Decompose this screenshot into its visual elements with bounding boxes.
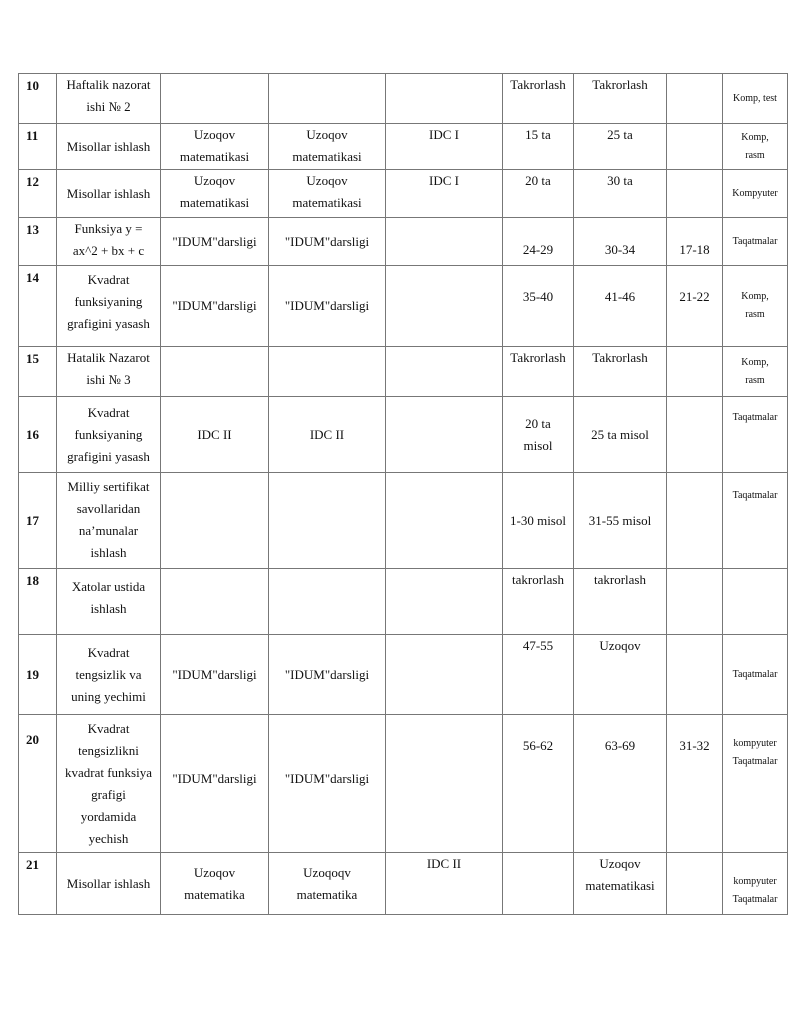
table-cell: "IDUM"darsligi: [269, 218, 386, 266]
resources-cell: kompyuter Taqatmalar: [723, 715, 788, 853]
table-cell: "IDUM"darsligi: [269, 266, 386, 347]
table-cell: 63-69: [574, 715, 667, 853]
table-cell: [503, 853, 574, 915]
row-number: 18: [19, 569, 57, 635]
table-cell: [161, 473, 269, 569]
table-cell: Uzoqov matematikasi: [161, 124, 269, 170]
table-cell: [667, 853, 723, 915]
table-cell: 20 ta misol: [503, 397, 574, 473]
resources-cell: Komp, test: [723, 74, 788, 124]
topic-cell: Misollar ishlash: [57, 170, 161, 218]
table-cell: [386, 397, 503, 473]
table-cell: "IDUM"darsligi: [161, 635, 269, 715]
row-number: 12: [19, 170, 57, 218]
table-cell: 17-18: [667, 218, 723, 266]
table-cell: IDC I: [386, 124, 503, 170]
table-cell: IDC II: [386, 853, 503, 915]
table-cell: [269, 347, 386, 397]
table-cell: [269, 473, 386, 569]
table-cell: "IDUM"darsligi: [161, 715, 269, 853]
topic-cell: Kvadrat funksiyaning grafigini yasash: [57, 397, 161, 473]
table-cell: Uzoqov matematikasi: [161, 170, 269, 218]
topic-cell: Misollar ishlash: [57, 853, 161, 915]
row-number: 19: [19, 635, 57, 715]
table-cell: [269, 74, 386, 124]
table-cell: Uzoqov matematikasi: [574, 853, 667, 915]
resources-cell: kompyuter Taqatmalar: [723, 853, 788, 915]
table-cell: 56-62: [503, 715, 574, 853]
topic-cell: Hatalik Nazarot ishi № 3: [57, 347, 161, 397]
table-cell: 24-29: [503, 218, 574, 266]
row-number: 14: [19, 266, 57, 347]
resources-cell: Taqatmalar: [723, 218, 788, 266]
resources-cell: Taqatmalar: [723, 635, 788, 715]
table-cell: IDC II: [161, 397, 269, 473]
table-cell: Uzoqoqv matematika: [269, 853, 386, 915]
table-row: [19, 635, 788, 715]
table-cell: [386, 218, 503, 266]
topic-cell: Kvadrat funksiyaning grafigini yasash: [57, 266, 161, 347]
topic-cell: Kvadrat tengsizlikni kvadrat funksiya grafigi yordamida yechish: [57, 715, 161, 853]
table-cell: [667, 473, 723, 569]
resources-cell: Komp, rasm: [723, 266, 788, 347]
table-cell: [386, 347, 503, 397]
topic-cell: Misollar ishlash: [57, 124, 161, 170]
row-number: 16: [19, 397, 57, 473]
table-cell: [161, 74, 269, 124]
table-cell: [667, 347, 723, 397]
row-number: 15: [19, 347, 57, 397]
table-cell: 31-32: [667, 715, 723, 853]
topic-cell: Xatolar ustida ishlash: [57, 569, 161, 635]
table-cell: "IDUM"darsligi: [269, 635, 386, 715]
row-number: 17: [19, 473, 57, 569]
table-row: [19, 170, 788, 218]
table-cell: [386, 569, 503, 635]
table-row: [19, 218, 788, 266]
lesson-plan-table: [18, 73, 788, 915]
table-row: [19, 397, 788, 473]
lesson-plan-table-page: [18, 73, 788, 915]
table-cell: "IDUM"darsligi: [161, 266, 269, 347]
topic-cell: Kvadrat tengsizlik va uning yechimi: [57, 635, 161, 715]
table-cell: [667, 124, 723, 170]
table-cell: IDC II: [269, 397, 386, 473]
table-cell: takrorlash: [503, 569, 574, 635]
table-cell: 21-22: [667, 266, 723, 347]
row-number: 13: [19, 218, 57, 266]
table-row: [19, 74, 788, 124]
table-cell: 15 ta: [503, 124, 574, 170]
table-cell: Uzoqov matematikasi: [269, 170, 386, 218]
row-number: 11: [19, 124, 57, 170]
row-number: 10: [19, 74, 57, 124]
table-cell: [667, 569, 723, 635]
table-cell: [386, 74, 503, 124]
table-cell: 25 ta: [574, 124, 667, 170]
table-cell: Takrorlash: [574, 347, 667, 397]
table-row: [19, 715, 788, 853]
table-cell: Uzoqov: [574, 635, 667, 715]
table-cell: [667, 635, 723, 715]
resources-cell: [723, 569, 788, 635]
table-cell: 30-34: [574, 218, 667, 266]
table-cell: [161, 347, 269, 397]
table-cell: IDC I: [386, 170, 503, 218]
table-cell: [667, 170, 723, 218]
row-number: 20: [19, 715, 57, 853]
table-cell: [269, 569, 386, 635]
resources-cell: Taqatmalar: [723, 473, 788, 569]
table-cell: takrorlash: [574, 569, 667, 635]
table-cell: [667, 397, 723, 473]
table-cell: 35-40: [503, 266, 574, 347]
table-cell: 47-55: [503, 635, 574, 715]
resources-cell: Kompyuter: [723, 170, 788, 218]
table-cell: "IDUM"darsligi: [269, 715, 386, 853]
table-cell: 25 ta misol: [574, 397, 667, 473]
resources-cell: Komp, rasm: [723, 347, 788, 397]
table-row: [19, 347, 788, 397]
table-row: [19, 853, 788, 915]
table-cell: [386, 715, 503, 853]
resources-cell: Komp, rasm: [723, 124, 788, 170]
table-cell: [386, 635, 503, 715]
table-cell: [386, 266, 503, 347]
table-row: [19, 473, 788, 569]
table-cell: Uzoqov matematikasi: [269, 124, 386, 170]
table-cell: 20 ta: [503, 170, 574, 218]
topic-cell: Milliy sertifikat savollaridan na’munalar ishlash: [57, 473, 161, 569]
table-cell: 30 ta: [574, 170, 667, 218]
resources-cell: Taqatmalar: [723, 397, 788, 473]
table-cell: Takrorlash: [503, 347, 574, 397]
table-cell: [161, 569, 269, 635]
table-row: [19, 124, 788, 170]
table-cell: [386, 473, 503, 569]
table-row: [19, 266, 788, 347]
table-cell: Uzoqov matematika: [161, 853, 269, 915]
table-cell: "IDUM"darsligi: [161, 218, 269, 266]
table-cell: 31-55 misol: [574, 473, 667, 569]
table-cell: Takrorlash: [503, 74, 574, 124]
table-cell: [667, 74, 723, 124]
row-number: 21: [19, 853, 57, 915]
table-cell: 41-46: [574, 266, 667, 347]
table-row: [19, 569, 788, 635]
table-cell: Takrorlash: [574, 74, 667, 124]
topic-cell: Haftalik nazorat ishi № 2: [57, 74, 161, 124]
topic-cell: Funksiya y = ax^2 + bx + c: [57, 218, 161, 266]
table-cell: 1-30 misol: [503, 473, 574, 569]
